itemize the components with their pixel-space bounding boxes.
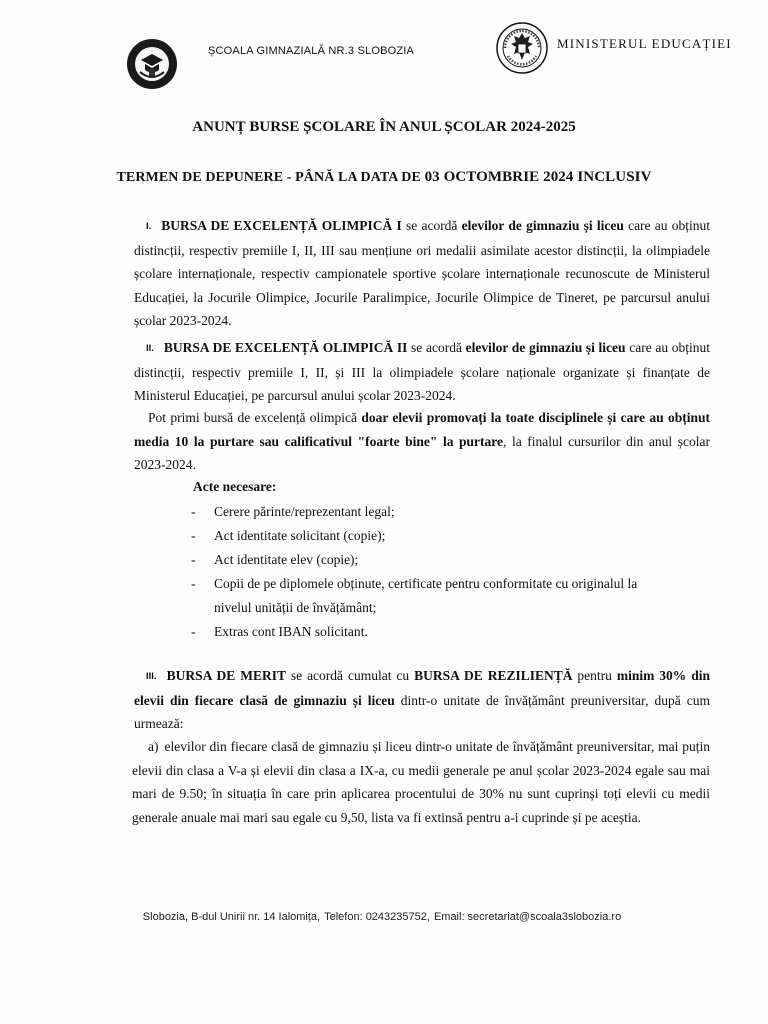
section-1-bold: elevilor de gimnaziu și liceu	[461, 218, 624, 233]
eligibility-text: Pot primi bursă de excelență olimpică	[148, 410, 362, 425]
section-3-merit-scholarship	[134, 664, 710, 736]
eligibility-text-rest: , la finalul cursurilor din anul școlar 2023-2024.	[134, 433, 710, 473]
footer-contact	[0, 911, 768, 923]
subsection-a-label: a)	[148, 739, 159, 754]
section-2-text: se acordă	[407, 340, 466, 355]
section-3-text-3: dintr-o unitate de învățământ preuniversitar, după cum urmează:	[134, 692, 710, 732]
section-1-text: se acordă	[401, 218, 462, 233]
school-logo	[126, 38, 178, 90]
section-2-olympic-excellence-2	[134, 336, 710, 408]
section-2-bold: elevilor de gimnaziu și liceu	[465, 340, 626, 355]
section-3-text: se acordă cumulat cu	[285, 668, 415, 683]
section-3-text-2: pentru	[572, 668, 617, 683]
footer-address: Slobozia, B-dul Unirii nr. 14 Ialomița,	[142, 911, 321, 923]
subsection-a	[132, 735, 710, 829]
footer-phone: Telefon: 0243235752,	[324, 911, 430, 923]
section-3-bold-resilience: BURSA DE REZILIENȚĂ	[414, 668, 573, 683]
subsection-a-text: elevilor din fiecare clasă de gimnaziu și liceu dintr-o unitate de învățământ preuniversitar, mai puțin elevii din clasa a V-a și elevii din clasa a IX-a, cu medii generale pe anul școlar 2023-2024 egale sau mai mari de 9.50; în situația în care prin aplicarea procentului de 30% nu sunt cuprinși toți elevii cu medii generale anuale mai mari sau egale cu 9,50, lista va fi extinsă pentru a-i cuprinde și pe aceștia.	[132, 739, 710, 825]
section-2-name: BURSA DE EXCELENȚĂ OLIMPICĂ II	[163, 340, 408, 355]
section-2-number: II.	[146, 343, 154, 354]
page-title: ANUNȚ BURSE ȘCOLARE ÎN ANUL ȘCOLAR 2024-2025	[192, 119, 576, 135]
section-3-bold-minimum: minim 30% din elevii din fiecare clasă de gimnaziu și liceu	[134, 668, 710, 708]
ministry-seal	[496, 22, 548, 74]
section-1-number: I.	[146, 221, 152, 232]
footer-email: Email: secretariat@scoala3slobozia.ro	[433, 911, 622, 923]
eligibility-paragraph	[134, 406, 710, 477]
ministry-name: MINISTERUL EDUCAȚIEI	[557, 36, 732, 51]
documents-title: Acte necesare:	[193, 479, 277, 494]
school-name: ȘCOALA GIMNAZIALĂ NR.3 SLOBOZIA	[208, 45, 415, 57]
section-1-olympic-excellence-1	[134, 214, 710, 333]
deadline-label: TERMEN DE DEPUNERE - PÂNĂ LA DATA DE	[116, 170, 425, 185]
submission-deadline	[0, 169, 768, 186]
section-3-name: BURSA DE MERIT	[166, 668, 286, 683]
section-3-number: III.	[146, 671, 157, 682]
deadline-date: 03 OCTOMBRIE 2024 INCLUSIV	[424, 169, 652, 185]
eligibility-bold: doar elevii promovați la toate disciplinele și care au obținut media 10 la purtare sau calificativul "foarte bine" la purtare	[134, 410, 710, 449]
section-2-text-rest: care au obținut distincții, respectiv premiile I, II, și III la olimpiadele școlare naționale organizate și finanțate de Ministerul Educației, pe parcursul anului școlar 2023-2024.	[134, 340, 711, 404]
section-1-text-rest: care au obținut distincții, respectiv premiile I, II, III sau mențiune ori medalii asimilate acestor distincții, la olimpiadele școlare internaționale, respectiv campionatele sportive școlare internaționale recunoscute de Ministerul Educației, la Jocurile Olimpice, Jocurile Paralimpice, Jocurile Olimpice de Tineret, pe parcursul anului școlar 2023-2024.	[134, 218, 711, 329]
section-1-name: BURSA DE EXCELENȚĂ OLIMPICĂ I	[161, 218, 402, 233]
